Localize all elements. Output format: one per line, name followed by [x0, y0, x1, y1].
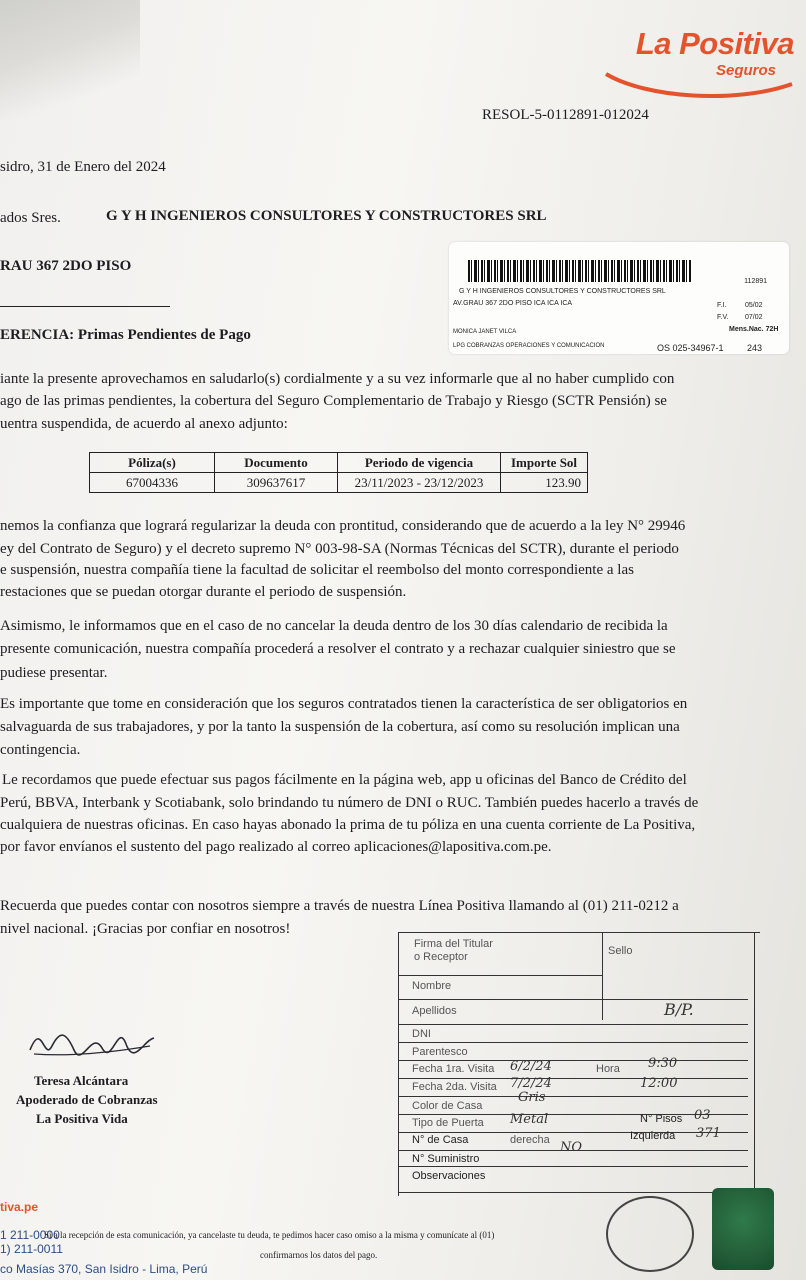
form-label-nombre: Nombre [412, 980, 452, 992]
form-row-line [398, 1042, 748, 1043]
policy-table [89, 452, 588, 493]
form-row-line [398, 975, 602, 976]
form-label-parentesco: Parentesco [412, 1046, 468, 1058]
table-row [90, 473, 588, 493]
form-label-izquierda: Izquierda [630, 1130, 676, 1142]
form-border-right [754, 932, 755, 1192]
form-label-fecha1: Fecha 1ra. Visita [412, 1063, 495, 1075]
handwritten-tipo: Metal [510, 1112, 549, 1127]
paragraph-6-line-1: Recuerda que puedes contar con nosotros siempre a través de nuestra Línea Positiva llamando al (01) 211-0212 a [0, 898, 679, 914]
label-agent: MONICA JANET VILCA [453, 329, 517, 335]
footer-notice: Si a la recepción de esta comunicación, ya cancelaste tu deuda, te pedimos hacer caso omiso a la misma y comunícate al (01) [44, 1230, 495, 1240]
paragraph-4-line-2: salvaguarda de sus trabajadores, y por la tanto la suspensión de la cobertura, así como su resolución implican una [0, 719, 680, 735]
paragraph-5-line-1: Le recordamos que puede efectuar sus pagos fácilmente en la página web, app u oficinas del Banco de Crédito del [2, 772, 687, 788]
form-label-sello: Sello [608, 945, 633, 957]
company-logo-subtitle: Seguros [715, 62, 776, 79]
form-border-left [398, 932, 399, 1196]
table-header-cell: Periodo de vigencia [338, 453, 501, 473]
footer-address: co Masías 370, San Isidro - Lima, Perú [0, 1262, 208, 1276]
handwritten-ncasa: NO [560, 1140, 583, 1155]
paragraph-3-line-2: presente comunicación, nuestra compañía procederá a resolver el contrato y a rechazar cualquier siniestro que se [0, 641, 676, 657]
footer-phone-2: 1) 211-0011 [0, 1242, 63, 1256]
label-os-num: 243 [747, 343, 763, 353]
barcode-icon [468, 260, 692, 282]
handwritten-pisos: 03 [694, 1108, 711, 1123]
handwritten-hora2: 12:00 [640, 1076, 678, 1091]
form-label-dni: DNI [412, 1028, 431, 1040]
form-label-observaciones: Observaciones [412, 1170, 486, 1182]
form-border-bottom [398, 1192, 754, 1193]
form-label-pisos: N° Pisos [640, 1113, 683, 1125]
table-header-cell: Documento [215, 453, 338, 473]
footer-notice-2: confirmarnos los datos del pago. [260, 1250, 378, 1260]
delivery-receipt-form [398, 932, 758, 1196]
recipient-company: G Y H INGENIEROS CONSULTORES Y CONSTRUCTORES SRL [106, 208, 547, 224]
label-service: Mens.Nac. 72H [729, 326, 779, 333]
letter-date: sidro, 31 de Enero del 2024 [0, 159, 166, 175]
form-label-firma: Firma del Titular [414, 938, 493, 950]
label-area: LPG COBRANZAS OPERACIONES Y COMUNICACION [453, 343, 605, 349]
label-fv: F.V. [717, 314, 729, 321]
reference-line: ERENCIA: Primas Pendientes de Pago [0, 327, 251, 343]
label-number: 112891 [744, 278, 767, 285]
form-border-top [398, 932, 760, 933]
paragraph-4-line-3: contingencia. [0, 742, 81, 758]
footer-phone-1: 1 211-0000 [0, 1228, 60, 1242]
form-label-derecha: derecha [510, 1134, 550, 1146]
label-recipient: G Y H INGENIEROS CONSULTORES Y CONSTRUCTORES SRL [459, 288, 666, 295]
label-fv-value: 07/02 [745, 314, 763, 321]
label-fi-value: 05/02 [745, 302, 763, 309]
table-cell: 309637617 [215, 473, 338, 493]
label-os: OS 025-34967-1 [657, 343, 724, 353]
handwritten-izquierda: 371 [696, 1126, 721, 1141]
paragraph-5-line-2: Perú, BBVA, Interbank y Scotiabank, solo brindando tu número de DNI o RUC. También puedes hacerlo a través de [0, 795, 699, 811]
handwritten-fecha1: 6/2/24 [510, 1059, 552, 1074]
certification-logo-icon [712, 1188, 774, 1270]
paragraph-3-line-3: pudiese presentar. [0, 665, 108, 681]
handwritten-apellidos: B/P. [664, 1000, 694, 1019]
paragraph-2-line-1: nemos la confianza que logrará regularizar la deuda con prontitud, considerando que de acuerdo a la ley N° 29946 [0, 518, 686, 534]
handwritten-fecha2: 7/2/24 [510, 1076, 552, 1091]
signatory-company: La Positiva Vida [36, 1111, 128, 1126]
form-label-apellidos: Apellidos [412, 1005, 457, 1017]
paragraph-2-line-2: ey del Contrato de Seguro) y el decreto supremo N° 003-98-SA (Normas Técnicas del SCTR), durante el periodo [0, 541, 679, 557]
form-row-line [398, 1060, 748, 1061]
form-label-fecha2: Fecha 2da. Visita [412, 1081, 497, 1093]
form-row-line [398, 1166, 748, 1167]
paragraph-1-line-2: ago de las primas pendientes, la cobertura del Seguro Complementario de Trabajo y Riesgo (SCTR Pensión) se [0, 393, 667, 409]
form-label-ncasa: N° de Casa [412, 1134, 469, 1146]
label-fi: F.I. [717, 302, 727, 309]
table-header-cell: Póliza(s) [90, 453, 215, 473]
form-label-hora: Hora [596, 1063, 620, 1075]
resolution-number: RESOL-5-0112891-012024 [482, 107, 649, 123]
label-address: AV.GRAU 367 2DO PISO ICA ICA ICA [453, 300, 573, 307]
paragraph-3-line-1: Asimismo, le informamos que en el caso de no cancelar la deuda dentro de los 30 días calendario de recibida la [0, 618, 668, 634]
paragraph-1-line-3: uentra suspendida, de acuerdo al anexo adjunto: [0, 416, 288, 432]
signature-scribble-icon [22, 1010, 162, 1070]
recipient-address: RAU 367 2DO PISO [0, 258, 132, 274]
paragraph-2-line-3: e suspensión, nuestra compañía tiene la facultad de solicitar el reembolso del monto correspondiente a las [0, 562, 634, 578]
table-cell: 123.90 [501, 473, 588, 493]
table-header-cell: Importe Sol [501, 453, 588, 473]
form-label-tipo: Tipo de Puerta [412, 1117, 484, 1129]
paragraph-5-line-3: cualquiera de nuestras oficinas. En caso hayas abonado la prima de tu póliza en una cuenta corriente de La Positiva, [0, 817, 696, 833]
table-header-row [90, 453, 588, 473]
handwritten-color: Gris [518, 1090, 546, 1105]
paragraph-1-line-1: iante la presente aprovechamos en saludarlo(s) cordialmente y a su vez informarle que al no haber cumplido con [0, 371, 675, 387]
paragraph-4-line-1: Es importante que tome en consideración que los seguros contratados tienen la característica de ser obligatorios en [0, 696, 688, 712]
form-row-line [398, 1150, 748, 1151]
table-cell: 23/11/2023 - 23/12/2023 [338, 473, 501, 493]
handwritten-hora1: 9:30 [648, 1056, 678, 1071]
form-row-line [398, 1096, 748, 1097]
form-row-line [398, 1078, 748, 1079]
paragraph-5-line-4: por favor envíanos el sustento del pago realizado al correo aplicaciones@lapositiva.com.pe. [0, 839, 552, 855]
form-row-line [398, 1024, 748, 1025]
form-label-suministro: N° Suministro [412, 1153, 480, 1165]
form-row-line [398, 999, 748, 1000]
form-label-receptor: o Receptor [414, 951, 468, 963]
divider-line [0, 306, 170, 307]
form-label-color: Color de Casa [412, 1100, 483, 1112]
signatory-name: Teresa Alcántara [34, 1073, 129, 1088]
paragraph-6-line-2: nivel nacional. ¡Gracias por confiar en nosotros! [0, 921, 291, 937]
footer-website: tiva.pe [0, 1200, 39, 1214]
paper-corner-shadow [0, 0, 140, 120]
postal-stamp-icon [606, 1196, 694, 1272]
table-cell: 67004336 [90, 473, 215, 493]
mailing-label [449, 242, 789, 354]
company-logo: La Positiva [635, 26, 794, 61]
paragraph-2-line-4: restaciones que se puedan otorgar durante el periodo de suspensión. [0, 584, 407, 600]
signatory-role: Apoderado de Cobranzas [16, 1092, 158, 1107]
greeting: ados Sres. [0, 210, 61, 226]
form-divider [602, 932, 603, 1020]
